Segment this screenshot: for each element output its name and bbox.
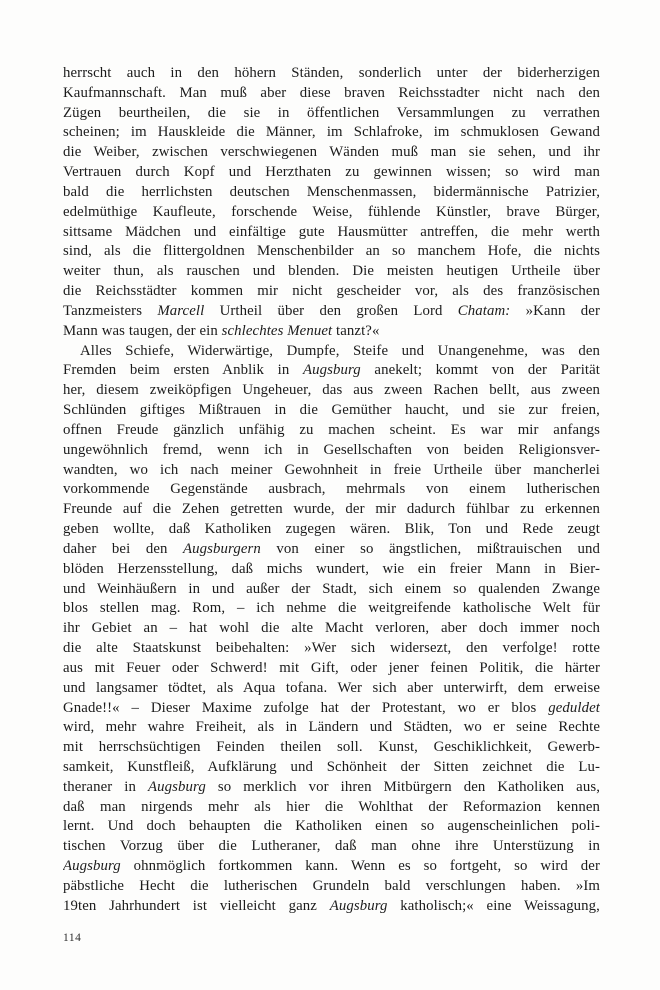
text-segment: und Weinhäußern in und außer der Stadt, sich einem so qualenden Zwange (63, 580, 600, 597)
text-line (63, 143, 600, 163)
text-line (63, 183, 600, 203)
italic-text-segment: Augsburgern (183, 540, 261, 557)
page-text (63, 64, 600, 917)
italic-text-segment: Chatam: (457, 302, 511, 319)
italic-text-segment: geduldet (548, 699, 600, 716)
text-line (63, 897, 600, 917)
text-line (63, 381, 600, 401)
text-segment: aus mit Feuer oder Schwerd! mit Gift, oder jener feinen Politik, die härter (63, 659, 600, 676)
text-segment: her, diesem zweiköpfigen Ungeheuer, das aus zween Rachen bellt, aus zween (63, 382, 600, 399)
text-line (63, 758, 600, 778)
text-segment: herrscht auch in den höhern Ständen, sonderlich unter der biderherzigen (63, 65, 600, 81)
text-segment: lernt. Und doch behaupten die Katholiken einen so augenscheinlichen poli- (63, 818, 600, 835)
text-segment: so merklich vor ihren Mitbürgern den Katholiken aus, (205, 778, 600, 795)
text-line (63, 560, 600, 580)
text-line (63, 798, 600, 818)
text-line (63, 64, 600, 84)
text-segment: anekelt; kommt von der Parität (360, 362, 600, 379)
text-line (63, 619, 600, 639)
text-segment: »Kann der (510, 302, 600, 319)
text-segment: die Weiber, zwischen verschwiegenen Wänden muß man sie sehen, und ihr (63, 144, 600, 161)
text-segment: bald die herrlichsten deutschen Menschenmassen, bidermännische Patrizier, (63, 183, 600, 200)
text-segment: Schlünden giftiges Mißtrauen in die Gemüther haucht, und sie zur freien, (63, 402, 600, 419)
text-line (63, 817, 600, 837)
text-segment: Freunde auf die Zehen getretten wurde, der mir dadurch fühlbar zu erkennen (63, 501, 600, 518)
text-segment: Fremden beim ersten Anblik in (63, 362, 303, 379)
text-line (63, 480, 600, 500)
text-segment: sittsame Mädchen und einfältige gute Hausmütter antreffen, die mehr werth (63, 223, 600, 240)
text-line (63, 580, 600, 600)
text-segment: weiter thun, als rauschen und blenden. Die meisten heutigen Urtheile über (63, 263, 600, 280)
text-segment: ungewöhnlich fremd, wenn ich in Gesellschaften von beiden Religionsver- (63, 441, 600, 458)
italic-text-segment: Augsburg (329, 897, 388, 914)
text-segment: wandten, wo ich nach meiner Gewohnheit in freie Urtheile über mancherlei (63, 461, 600, 478)
text-line (63, 877, 600, 897)
text-line (63, 679, 600, 699)
text-segment: von einer so ängstlichen, mißtrauischen und (260, 540, 600, 557)
text-line (63, 361, 600, 381)
text-line (63, 837, 600, 857)
text-segment: wird, mehr wahre Freiheit, als in Ländern und Städten, wo er seine Rechte (63, 719, 600, 736)
text-segment: geben wollte, daß Katholiken zugegen wären. Blik, Ton und Rede zeugt (63, 521, 600, 538)
text-line (63, 718, 600, 738)
text-segment: katholisch;« eine Weissagung, (387, 897, 600, 914)
text-line (63, 778, 600, 798)
text-line (63, 639, 600, 659)
text-segment: tanzt?« (332, 322, 380, 339)
text-line (63, 322, 600, 342)
text-segment: mit herrschsüchtigen Feinden theilen soll. Kunst, Geschiklichkeit, Gewerb- (63, 739, 600, 756)
text-segment: Gnade!!« – Dieser Maxime zufolge hat der Protestant, wo er blos (63, 699, 549, 716)
text-segment: tischen Vorzug über die Lutheraner, daß man ohne ihre Unterstüzung in (63, 838, 600, 855)
text-line (63, 738, 600, 758)
italic-text-segment: Marcell (157, 302, 205, 319)
text-line (63, 163, 600, 183)
text-segment: Urtheil über den großen Lord (204, 302, 458, 319)
text-line (63, 223, 600, 243)
text-segment: vorkommende Gegenstände ausbrach, mehrmals von einem lutherischen (63, 481, 600, 498)
text-segment: theraner in (63, 778, 149, 795)
text-line (63, 599, 600, 619)
italic-text-segment: Augsburg (63, 858, 121, 875)
text-line (63, 262, 600, 282)
text-segment: Zügen beurtheilen, die sie in öffentlichen Versammlungen zu verrathen (63, 104, 600, 121)
text-segment: scheinen; im Hauskleide die Männer, im Schlafroke, im schmuklosen Gewand (63, 124, 600, 141)
text-line (63, 500, 600, 520)
text-segment: ohnmöglich fortkommen kann. Wenn es so fortgeht, so wird der (120, 858, 600, 875)
text-line (63, 699, 600, 719)
text-segment: Vertrauen durch Kopf und Herzthaten zu gewinnen wissen; so wird man (63, 164, 600, 181)
italic-text-segment: Augsburg (148, 778, 206, 795)
text-segment: die Reichsstädter kommen mir nicht gescheider vor, als des französischen (63, 283, 600, 300)
text-segment: Kaufmannschaft. Man muß aber diese braven Reichsstadter nicht nach den (63, 84, 600, 101)
text-line (63, 857, 600, 877)
text-line (63, 242, 600, 262)
page-number: 114 (63, 932, 82, 944)
text-segment: und langsamer tödtet, als Aqua tofana. Wer sich aber unterwirft, dem erweise (63, 679, 600, 696)
text-segment: daß man nirgends mehr als hier die Wohlthat der Reformazion kennen (63, 798, 600, 815)
text-segment: Tanzmeisters (63, 302, 158, 319)
text-line (63, 441, 600, 461)
text-line (63, 104, 600, 124)
text-line (63, 302, 600, 322)
text-segment: offnen Freude gänzlich unfähig zu machen scheint. Es war mir anfangs (63, 421, 600, 438)
text-segment: 19ten Jahrhundert ist vielleicht ganz (63, 897, 330, 914)
text-line (63, 84, 600, 104)
text-segment: päbstliche Hecht die lutherischen Grundeln bald verschlungen haben. »Im (63, 877, 600, 894)
text-segment: die alte Staatskunst beibehalten: »Wer sich widersezt, den verfolge! rotte (63, 640, 600, 657)
text-segment: Alles Schiefe, Widerwärtige, Dumpfe, Steife und Unangenehme, was den (80, 342, 600, 359)
italic-text-segment: schlechtes Menuet (221, 322, 333, 339)
text-line (63, 540, 600, 560)
text-line (63, 461, 600, 481)
text-line (63, 401, 600, 421)
text-segment: samkeit, Kunstfleiß, Aufklärung und Schönheit der Sitten zeichnet die Lu- (63, 758, 600, 775)
text-line (63, 342, 600, 362)
text-line (63, 123, 600, 143)
text-line (63, 659, 600, 679)
text-line (63, 421, 600, 441)
text-line (63, 203, 600, 223)
text-segment: daher bei den (63, 540, 184, 557)
text-segment: Mann was taugen, der ein (63, 322, 222, 339)
text-segment: blöden Herzensstellung, daß michs wundert, wie ein freier Mann in Bier- (63, 560, 600, 577)
text-line (63, 520, 600, 540)
text-line (63, 282, 600, 302)
text-segment: sind, als die flittergoldnen Menschenbilder an so manchem Hofe, die nichts (63, 243, 600, 260)
text-segment: ihr Gebiet an – hat wohl die alte Macht verloren, aber doch immer noch (63, 620, 600, 637)
text-segment: edelmüthige Kaufleute, forschende Weise, fühlende Künstler, brave Bürger, (63, 203, 600, 220)
italic-text-segment: Augsburg (302, 362, 361, 379)
text-segment: blos stellen mag. Rom, – ich nehme die weitgreifende katholische Welt für (63, 600, 600, 617)
